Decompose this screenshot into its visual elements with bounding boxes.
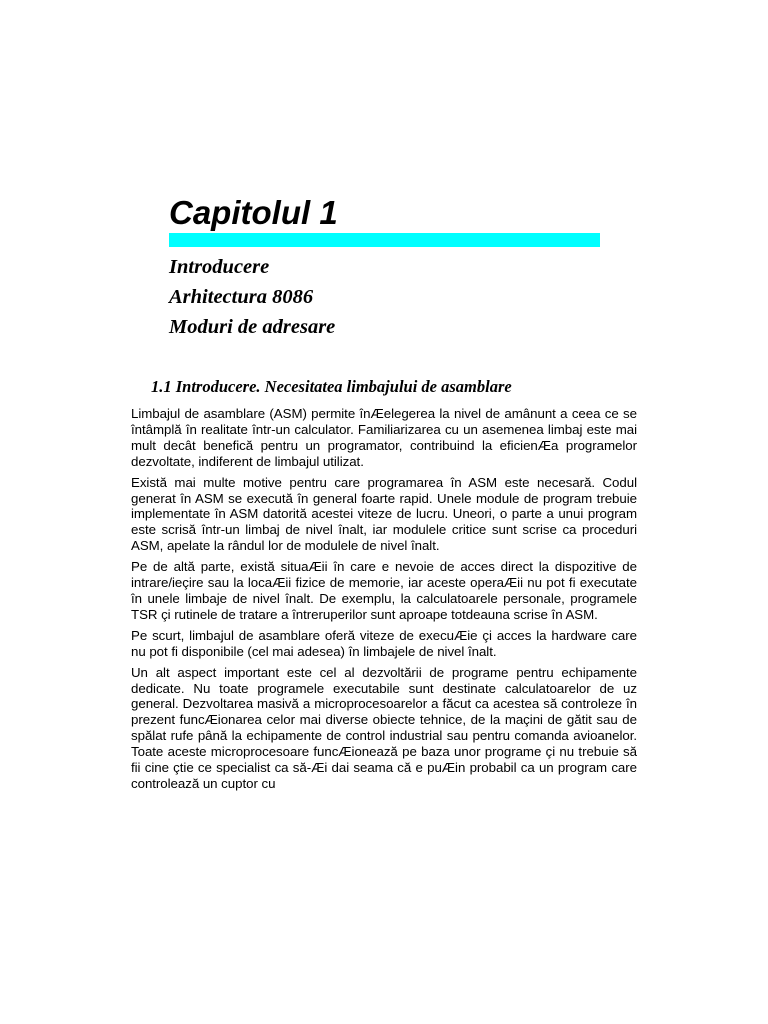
chapter-topic-item: Arhitectura 8086	[169, 286, 314, 308]
body-paragraph: Există mai multe motive pentru care programarea în ASM este necesară. Codul generat în ASM se execută în general foarte rapid. Unele module de program trebuie implementate în ASM datorită acestei viteze de lucru. Uneori, o parte a unui program este scrisă într-un limbaj de nivel înalt, iar modulele critice sunt scrise ca proceduri ASM, apelate la rândul lor de modulele de nivel înalt.	[131, 474, 637, 554]
body-paragraph: Limbajul de asamblare (ASM) permite înÆelegerea la nivel de amânunt a ceea ce se întâmplă în realitate într-un calculator. Familiarizarea cu un asemenea limbaj este mai mult decât benefică pentru un programator, contribuind la eficienÆa programelor dezvoltate, indiferent de limbajul utilizat.	[131, 406, 637, 469]
body-paragraph: Un alt aspect important este cel al dezvoltării de programe pentru echipamente dedicate. Nu toate programele executabile sunt destinate calculatoarelor de uz general. Dezvoltarea masivă a microprocesoarelor a făcut ca acestea să controleze în prezent funcÆionarea celor mai diverse obiecte tehnice, de la maçini de gătit sau de spălat rufe până la echipamente de control industrial sau pentru comanda avioanelor. Toate aceste microprocesoare funcÆionează pe baza unor programe çi nu trebuie să fii cine çtie ce specialist ca să-Æi dai seama că e puÆin probabil ca un program care controlează un cuptor cu	[131, 664, 637, 791]
section-body	[131, 406, 637, 797]
section-heading: 1.1 Introducere. Necesitatea limbajului de asamblare	[151, 377, 512, 396]
chapter-topic-item: Moduri de adresare	[169, 316, 336, 338]
body-paragraph: Pe scurt, limbajul de asamblare oferă viteze de execuÆie çi acces la hardware care nu pot fi disponibile (cel mai adesea) în limbajele de nivel înalt.	[131, 627, 637, 659]
chapter-title: Capitolul 1	[169, 194, 338, 231]
chapter-topics-list	[169, 252, 335, 342]
body-paragraph: Pe de altă parte, există situaÆii în care e nevoie de acces direct la dispozitive de intrare/ieçire sau la locaÆii fizice de memorie, iar aceste operaÆii nu pot fi executate în unele limbaje de nivel înalt. De exemplu, la calculatoarele personale, programele TSR çi rutinele de tratare a întreruperilor sunt aproape totdeauna scrise în ASM.	[131, 559, 637, 622]
chapter-topic-item: Introducere	[169, 256, 270, 278]
chapter-title-underline-bar	[169, 233, 600, 247]
